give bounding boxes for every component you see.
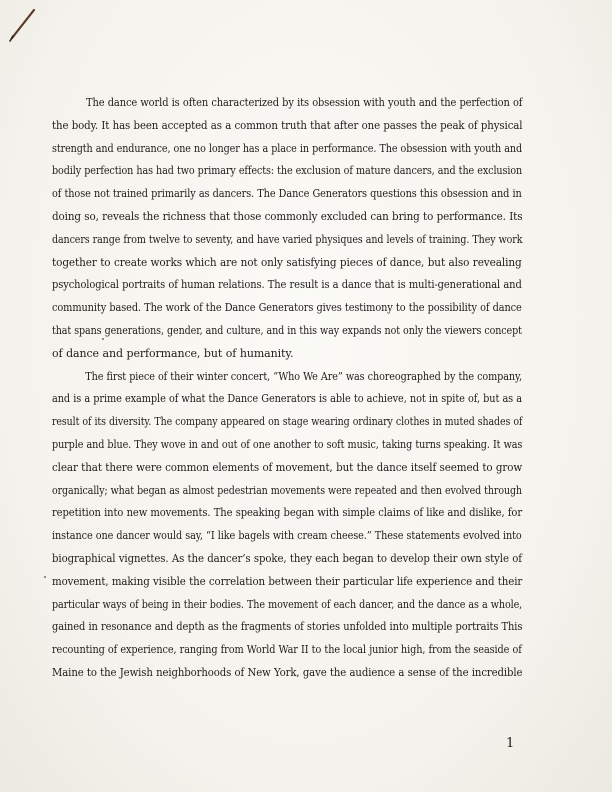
page-number: 1 [506, 736, 515, 751]
text-line: strength and endurance, one no longer has a place in performance. The obsession with youth and [52, 141, 523, 155]
text-line: biographical vignettes. As the dancer’s spoke, they each began to develop their own style of [52, 551, 522, 565]
text-line: The dance world is often characterized by its obsession with youth and the perfection of [86, 96, 523, 109]
text-line: recounting of experience, ranging from World War II to the local junior high, from the seaside of [52, 643, 522, 657]
text-line: that spans generations, gender, and culture, and in this way expands not only the viewers concept [52, 323, 522, 337]
scan-speck [102, 338, 104, 340]
text-line: particular ways of being in their bodies. The movement of each dancer, and the dance as a whole, [52, 597, 523, 611]
text-line: doing so, reveals the richness that those commonly excluded can bring to performance. Its [52, 209, 523, 223]
text-line: of dance and performance, but of humanity. [52, 346, 294, 360]
text-line: gained in resonance and depth as the fragments of stories unfolded into multiple portraits This [52, 620, 523, 634]
text-line: movement, making visible the correlation between their particular life experience and their [52, 574, 523, 588]
text-line: dancers range from twelve to seventy, and have varied physiques and levels of training. They work [52, 232, 523, 246]
text-line: community based. The work of the Dance Generators gives testimony to the possibility of dance [52, 301, 522, 315]
text-line: result of its diversity. The company appeared on stage wearing ordinary clothes in muted shades of [52, 415, 523, 429]
text-line: of those not trained primarily as dancers. The Dance Generators questions this obsession and in [52, 187, 522, 201]
pen-stroke-mark [6, 8, 36, 44]
scan-speck [44, 576, 46, 578]
text-line: the body. It has been accepted as a common truth that after one passes the peak of physical [52, 118, 523, 132]
text-line: clear that there were common elements of movement, but the dance itself seemed to grow [52, 460, 523, 474]
text-line: repetition into new movements. The speaking began with simple claims of like and dislike, for [52, 506, 523, 520]
paragraph-1 [52, 92, 522, 366]
text-line: purple and blue. They wove in and out of one another to soft music, taking turns speaking. It was [52, 437, 523, 451]
text-line: psychological portraits of human relations. The result is a dance that is multi-generational and [52, 278, 522, 292]
text-line: bodily perfection has had two primary effects: the exclusion of mature dancers, and the exclusion [52, 164, 523, 178]
text-line: Maine to the Jewish neighborhoods of New York, gave the audience a sense of the incredible [52, 665, 523, 679]
text-line: and is a prime example of what the Dance Generators is able to achieve, not in spite of, but as a [52, 392, 522, 406]
text-line: organically; what began as almost pedestrian movements were repeated and then evolved through [52, 483, 522, 497]
paragraph-2 [52, 366, 522, 685]
essay-body [52, 92, 522, 685]
text-line: instance one dancer would say, “I like bagels with cream cheese.” These statements evolved into [52, 529, 522, 543]
text-line: together to create works which are not only satisfying pieces of dance, but also revealing [52, 255, 522, 269]
text-line: The first piece of their winter concert, “Who We Are” was choreographed by the company, [85, 369, 523, 383]
